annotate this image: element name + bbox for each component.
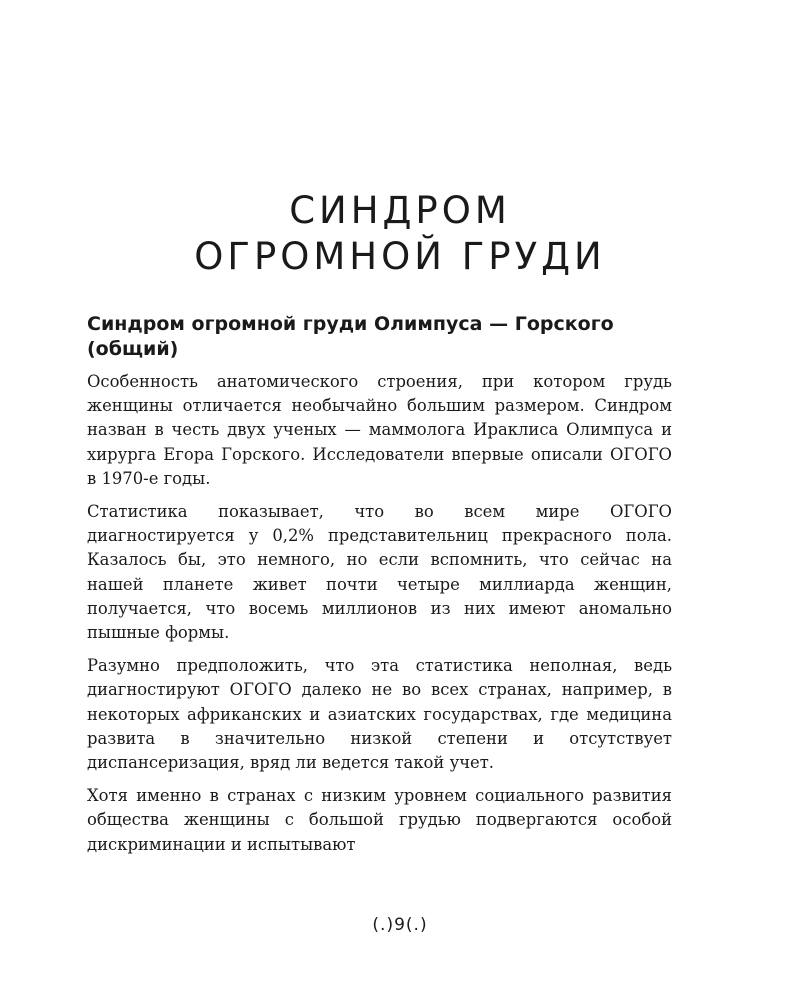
paragraph-2: Статистика показывает, что во всем мире ОГОГО диагностируется у 0,2% представительниц прекрасного пола. Казалось бы, это немного, но если вспомнить, что сейчас на нашей планете живет почти четыре миллиарда женщин, получается, что восемь миллионов из них имеют аномально пышные формы. [87, 502, 672, 643]
chapter-title [0, 188, 800, 280]
paragraph-4: Хотя именно в странах с низким уровнем социального развития общества женщины с большой грудью подвергаются особой дискриминации и испытывают [87, 786, 672, 854]
paragraph-3: Разумно предположить, что эта статистика неполная, ведь диагностируют ОГОГО далеко не во всех странах, например, в некоторых африканских и азиатских государствах, где медицина развита в значительно низкой степени и отсутствует диспансеризация, вряд ли ведется такой учет. [87, 656, 672, 773]
paragraph-1: Особенность анатомического строения, при котором грудь женщины отличается необычайно большим размером. Синдром назван в честь двух ученых — маммолога Ираклиса Олимпуса и хирурга Егора Горского. Исследователи впервые описали ОГОГО в 1970-е годы. [87, 372, 672, 488]
body-text [87, 370, 672, 866]
chapter-title-line-2: ОГРОМНОЙ ГРУДИ [194, 235, 606, 278]
page-number: (.)9(.) [372, 915, 428, 935]
chapter-title-line-1: СИНДРОМ [289, 189, 511, 232]
section-heading: Синдром огромной груди Олимпуса — Горского (общий) [87, 313, 614, 360]
